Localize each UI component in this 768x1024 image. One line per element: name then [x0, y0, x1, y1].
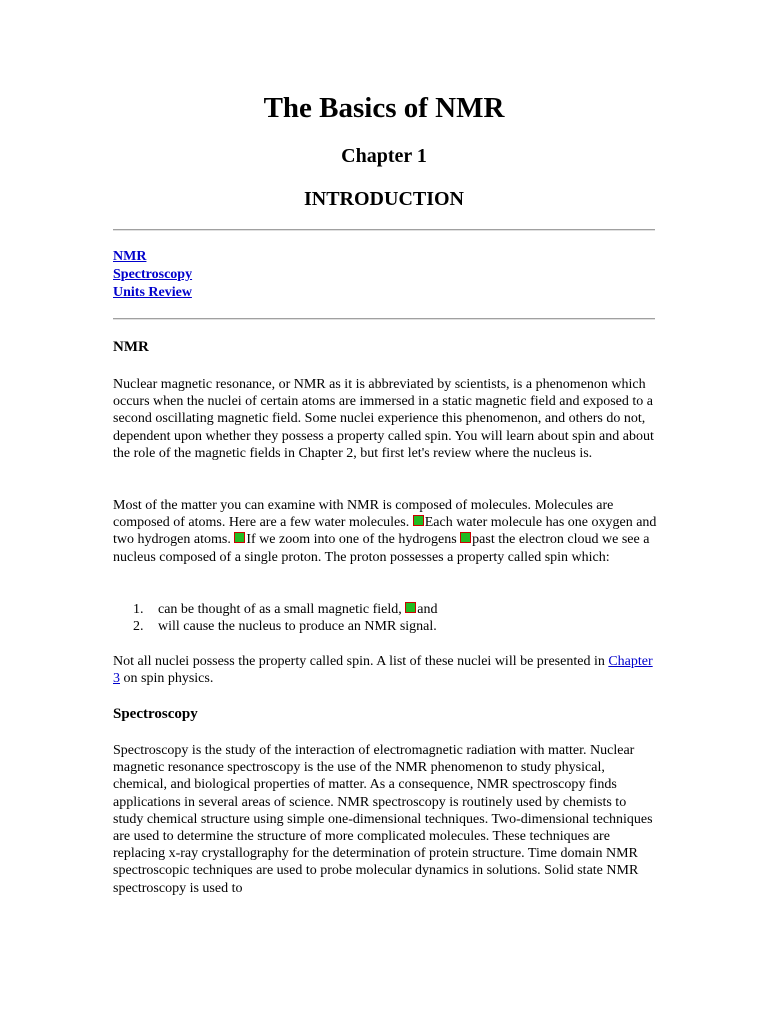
section-heading-spectroscopy: Spectroscopy	[113, 706, 198, 722]
list-item-text: will cause the nucleus to produce an NMR signal.	[158, 619, 437, 635]
broken-image-icon[interactable]	[405, 602, 416, 613]
paragraph-text: If we zoom into one of the hydrogens	[246, 532, 461, 548]
paragraph-text: on spin physics.	[120, 671, 214, 687]
broken-image-icon[interactable]	[460, 532, 471, 543]
section-heading-nmr: NMR	[113, 339, 149, 355]
list-number: 2.	[133, 619, 144, 635]
page-title: The Basics of NMR	[263, 92, 505, 124]
table-of-contents	[113, 248, 192, 302]
list-item-text: can be thought of as a small magnetic field,	[158, 602, 406, 617]
chapter-heading: Chapter 1	[341, 145, 427, 167]
spin-properties-list	[113, 601, 658, 635]
paragraph-nmr-intro: Nuclear magnetic resonance, or NMR as it is abbreviated by scientists, is a phenomenon which occurs when the nuclei of certain atoms are immersed in a static magnetic field and exposed to a second oscillating magnetic field. Some nuclei experience this phenomenon, and others do not, dependent upon whether they possess a property called spin. You will learn about spin and about the role of the magnetic fields in Chapter 2, but first let's review where the nucleus is.	[113, 377, 654, 461]
list-item	[113, 618, 658, 635]
list-item-tail: and	[417, 602, 438, 617]
broken-image-icon[interactable]	[413, 515, 424, 526]
paragraph-text: Not all nuclei possess the property called spin. A list of these nuclei will be presented in	[113, 654, 609, 669]
list-item	[113, 601, 658, 618]
toc-link-units-review[interactable]: Units Review	[113, 285, 192, 300]
toc-link-nmr[interactable]: NMR	[113, 249, 147, 264]
introduction-heading: INTRODUCTION	[303, 188, 465, 210]
broken-image-icon[interactable]	[234, 532, 245, 543]
divider-bottom	[113, 318, 655, 320]
paragraph-text: Each water molecule has one oxygen and two hydrogen atoms.	[113, 515, 657, 548]
paragraph-spin-nuclei	[113, 653, 658, 687]
list-number: 1.	[133, 602, 144, 617]
divider-top	[113, 229, 655, 231]
chapter-3-link[interactable]: Chapter 3	[113, 654, 653, 687]
paragraph-molecules	[113, 497, 658, 566]
paragraph-text: Most of the matter you can examine with NMR is composed of molecules. Molecules are composed of atoms. Here are a few water molecules.	[113, 498, 614, 531]
paragraph-spectroscopy: Spectroscopy is the study of the interaction of electromagnetic radiation with matter. Nuclear magnetic resonance spectroscopy is the use of the NMR phenomenon to study physical, chemical, and biological properties of matter. As a consequence, NMR spectroscopy finds applications in several areas of science. NMR spectroscopy is routinely used by chemists to study chemical structure using simple one-dimensional techniques. Two-dimensional techniques are used to determine the structure of more complicated molecules. These techniques are replacing x-ray crystallography for the determination of protein structure. Time domain NMR spectroscopic techniques are used to probe molecular dynamics in solutions. Solid state NMR spectroscopy is used to	[113, 743, 653, 896]
paragraph-text: past the electron cloud we see a nucleus composed of a single proton. The proton possesses a property called spin which:	[113, 532, 650, 565]
toc-link-spectroscopy[interactable]: Spectroscopy	[113, 267, 193, 282]
